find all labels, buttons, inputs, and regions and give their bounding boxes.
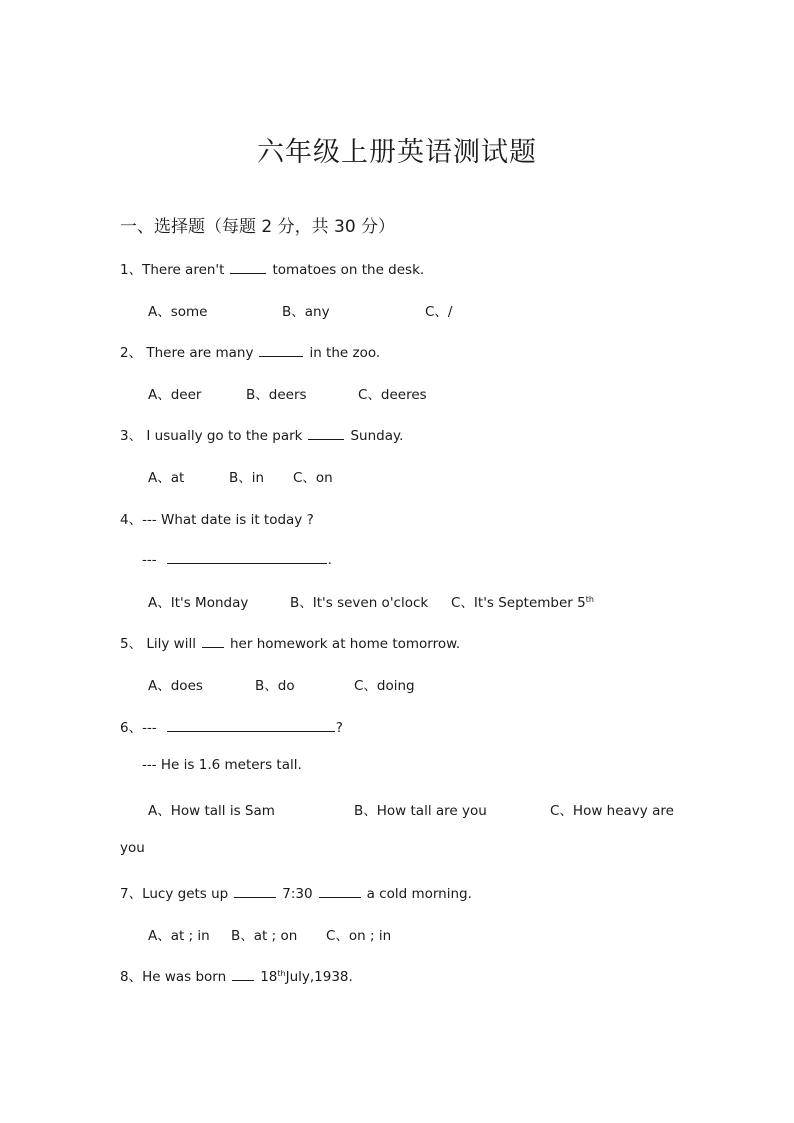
question-5-option-c[interactable]: C、doing xyxy=(354,678,415,694)
question-1-stem: 1、There aren't tomatoes on the desk. xyxy=(120,262,425,278)
question-7-option-b[interactable]: B、at ; on xyxy=(231,928,298,944)
question-4-option-c[interactable]: C、It's September 5th xyxy=(451,595,594,611)
question-2-option-c[interactable]: C、deeres xyxy=(358,387,427,403)
question-3-stem: 3、 I usually go to the park Sunday. xyxy=(120,428,404,444)
question-8-stem: 8、He was born 18thJuly,1938. xyxy=(120,969,353,985)
question-1-option-a[interactable]: A、some xyxy=(148,304,208,320)
question-3-option-b[interactable]: B、in xyxy=(229,470,265,486)
question-7-option-a[interactable]: A、at ; in xyxy=(148,928,210,944)
question-5-option-a[interactable]: A、does xyxy=(148,678,203,694)
question-3-option-a[interactable]: A、at xyxy=(148,470,185,486)
answer-blank[interactable] xyxy=(259,343,303,357)
answer-blank[interactable] xyxy=(308,426,344,440)
answer-blank[interactable] xyxy=(167,550,327,564)
question-6-stem: 6、--- ? xyxy=(120,720,343,736)
question-6-option-c[interactable]: C、How heavy are xyxy=(550,803,674,819)
question-3-option-c[interactable]: C、on xyxy=(293,470,333,486)
question-4-option-a[interactable]: A、It's Monday xyxy=(148,595,249,611)
question-2-stem: 2、 There are many in the zoo. xyxy=(120,345,381,361)
answer-blank[interactable] xyxy=(319,884,361,898)
question-1-option-c[interactable]: C、/ xyxy=(425,304,453,320)
question-5-option-b[interactable]: B、do xyxy=(255,678,295,694)
question-6-answer: --- He is 1.6 meters tall. xyxy=(142,757,302,773)
question-7-stem: 7、Lucy gets up 7:30 a cold morning. xyxy=(120,886,472,902)
answer-blank[interactable] xyxy=(167,718,335,732)
question-4-stem: 4、--- What date is it today ? xyxy=(120,512,314,528)
question-2-option-a[interactable]: A、deer xyxy=(148,387,202,403)
question-5-stem: 5、 Lily will her homework at home tomorrow. xyxy=(120,636,461,652)
answer-blank[interactable] xyxy=(230,260,266,274)
answer-blank[interactable] xyxy=(202,634,224,648)
question-2-option-b[interactable]: B、deers xyxy=(246,387,307,403)
question-6-option-b[interactable]: B、How tall are you xyxy=(354,803,487,819)
question-6-option-c-wrap: you xyxy=(120,840,145,856)
question-1-option-b[interactable]: B、any xyxy=(282,304,330,320)
question-4-option-b[interactable]: B、It's seven o'clock xyxy=(290,595,429,611)
question-4-answer-line: --- . xyxy=(142,552,332,568)
answer-blank[interactable] xyxy=(232,967,254,981)
section-heading: 一、选择题（每题 2 分，共 30 分） xyxy=(120,217,396,237)
answer-blank[interactable] xyxy=(234,884,276,898)
page-title: 六年级上册英语测试题 xyxy=(257,137,537,168)
question-7-option-c[interactable]: C、on ; in xyxy=(326,928,392,944)
question-6-option-a[interactable]: A、How tall is Sam xyxy=(148,803,275,819)
